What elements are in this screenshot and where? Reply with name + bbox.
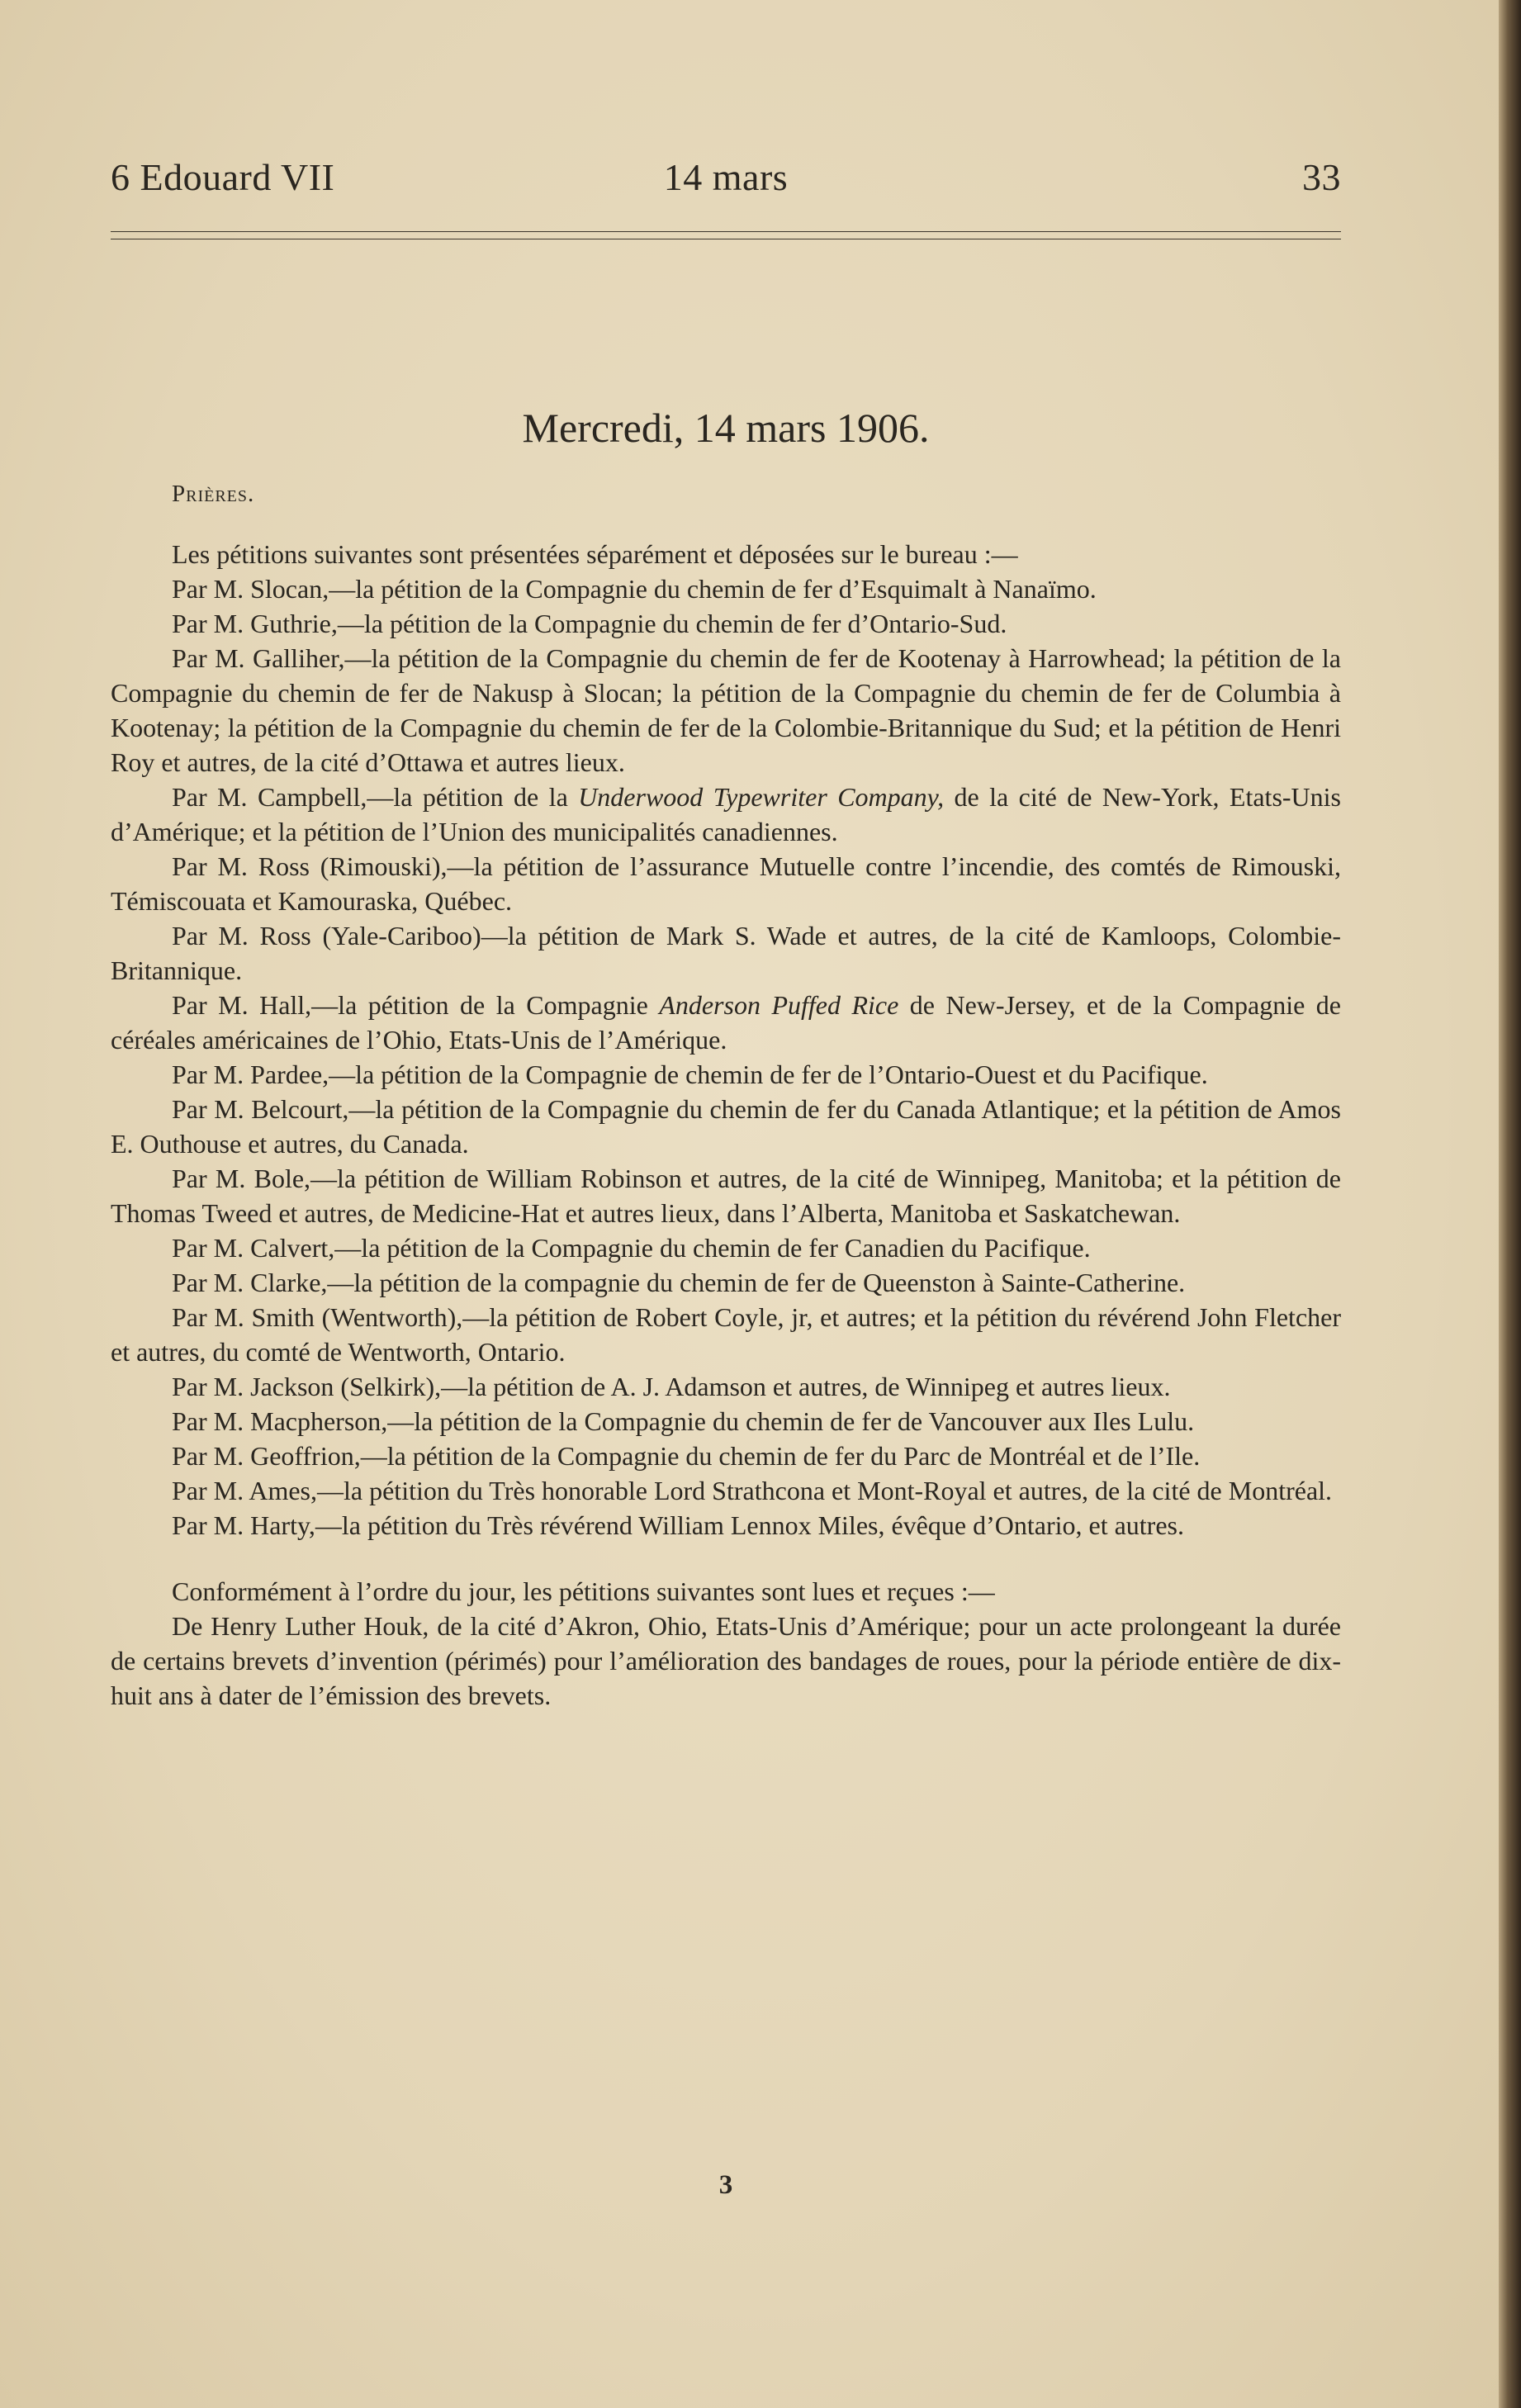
paragraph: Par M. Ames,—la pétition du Très honorable Lord Strathcona et Mont-Royal et autres, de la cité de Montréal. [172, 1476, 1333, 1505]
paragraph: Par M. Macpherson,—la pétition de la Compagnie du chemin de fer de Vancouver aux Iles Lulu. [172, 1406, 1195, 1436]
page-number: 33 [1302, 156, 1341, 198]
paragraph: De Henry Luther Houk, de la cité d’Akron, Ohio, Etats-Unis d’Amérique; pour un acte prolongeant la durée de certains brevets d’invention (périmés) pour l’amélioration des bandages de roues, pour la période entière de dix-huit ans à dater de l’émission des brevets. [111, 1611, 1341, 1710]
signature-folio: 3 [718, 2170, 733, 2200]
paragraph: Par M. Guthrie,—la pétition de la Compagnie du chemin de fer d’Ontario-Sud. [172, 609, 1007, 638]
paragraph: Par M. Slocan,—la pétition de la Compagnie du chemin de fer d’Esquimalt à Nanaïmo. [172, 574, 1097, 604]
petitions-text [111, 537, 1341, 1713]
running-head [111, 153, 1341, 202]
paragraph: Par M. Geoffrion,—la pétition de la Compagnie du chemin de fer du Parc de Montréal et de l’Ile. [172, 1441, 1201, 1471]
header-rule [111, 231, 1341, 243]
paragraph: Par M. Belcourt,—la pétition de la Compagnie du chemin de fer du Canada Atlantique; et la pétition de Amos E. Outhouse et autres, du Canada. [111, 1094, 1341, 1159]
paragraph: Par M. Bole,—la pétition de William Robinson et autres, de la cité de Winnipeg, Manitoba; et la pétition de Thomas Tweed et autres, de Medicine-Hat et autres lieux, dans l’Alberta, Manitoba et Saskatchewan. [111, 1164, 1341, 1228]
running-head-session: 6 Edouard VII [111, 156, 335, 198]
paragraph: Conformément à l’ordre du jour, les pétitions suivantes sont lues et reçues :— [172, 1576, 995, 1606]
paragraph: Les pétitions suivantes sont présentées séparément et déposées sur le bureau :— [172, 539, 1018, 569]
paragraph: Par M. Harty,—la pétition du Très révérend William Lennox Miles, évêque d’Ontario, et autres. [172, 1510, 1184, 1540]
page-edge [1499, 0, 1521, 2408]
paragraph: Par M. Hall,—la pétition de la Compagnie Anderson Puffed Rice de New-Jersey, et de la Compagnie de céréales américaines de l’Ohio, Etats-Unis de l’Amérique. [111, 990, 1342, 1055]
prayers-label: Prières. [172, 481, 255, 507]
paragraph: Par M. Clarke,—la pétition de la compagnie du chemin de fer de Queenston à Sainte-Catherine. [172, 1268, 1186, 1297]
running-head-date: 14 mars [663, 156, 789, 198]
paragraph: Par M. Pardee,—la pétition de la Compagnie de chemin de fer de l’Ontario-Ouest et du Pacifique. [172, 1059, 1208, 1089]
paragraph: Par M. Campbell,—la pétition de la Underwood Typewriter Company, de la cité de New-York, Etats-Unis d’Amérique; et la pétition de l’Union des municipalités canadiennes. [111, 782, 1342, 846]
paragraph: Par M. Galliher,—la pétition de la Compagnie du chemin de fer de Kootenay à Harrowhead; la pétition de la Compagnie du chemin de fer de Nakusp à Slocan; la pétition de la Compagnie du chemin de fer de Columbia à Kootenay; la pétition de la Compagnie du chemin de fer de la Colombie-Britannique du Sud; et la pétition de Henri Roy et autres, de la cité d’Ottawa et autres lieux. [111, 643, 1341, 777]
paragraph: Par M. Jackson (Selkirk),—la pétition de A. J. Adamson et autres, de Winnipeg et autres lieux. [172, 1372, 1171, 1401]
paragraph: Par M. Ross (Rimouski),—la pétition de l’assurance Mutuelle contre l’incendie, des comtés de Rimouski, Témiscouata et Kamouraska, Québec. [111, 851, 1341, 916]
sitting-date-heading: Mercredi, 14 mars 1906. [522, 405, 930, 451]
paragraph: Par M. Calvert,—la pétition de la Compagnie du chemin de fer Canadien du Pacifique. [172, 1233, 1091, 1263]
paragraph: Par M. Smith (Wentworth),—la pétition de Robert Coyle, jr, et autres; et la pétition du révérend John Fletcher et autres, du comté de Wentworth, Ontario. [111, 1302, 1341, 1367]
paragraph: Par M. Ross (Yale-Cariboo)—la pétition de Mark S. Wade et autres, de la cité de Kamloops, Colombie-Britannique. [111, 921, 1341, 985]
